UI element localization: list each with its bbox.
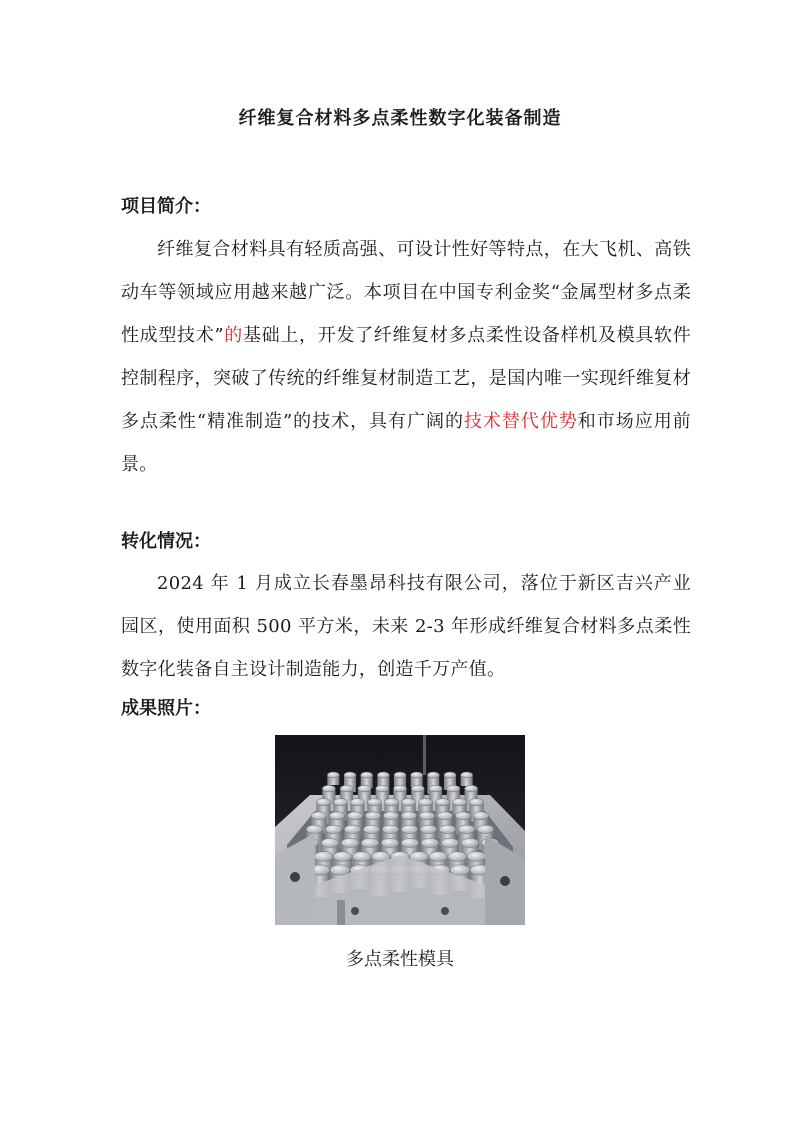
mold-pin-top [429, 852, 448, 862]
mold-pin-top [361, 838, 379, 847]
mold-pin-top [450, 865, 470, 875]
mold-pin-top [365, 812, 380, 820]
mold-pin-top [444, 772, 456, 778]
mold-photo [275, 735, 525, 925]
mold-pin-top [329, 812, 344, 820]
mold-pin-top [314, 852, 333, 862]
document-title: 纤维复合材料多点柔性数字化装备制造 [238, 108, 562, 129]
mold-pin-top [411, 772, 423, 778]
mold-pin-top [461, 838, 479, 847]
mold-pin-top [435, 799, 449, 806]
mold-pin-top [420, 825, 437, 834]
mold-pin-top [327, 772, 339, 778]
intro-text-part-2: 基础上，开发了纤维复材多点柔性设备样机及模具软件控制程序，突破了传统的纤维复材制造工艺，是国内唯一实现纤维复材多点柔性“精准制造”的技术，具有广阔的 [121, 325, 691, 432]
mold-pin-top [401, 825, 418, 834]
mold-pin-top [358, 785, 371, 792]
mold-pin-top [316, 799, 330, 806]
mold-pin-top [382, 825, 399, 834]
intro-paragraph [121, 228, 691, 486]
mold-pin-top [347, 812, 362, 820]
intro-text-part-1: 纤维复合材料具有轻质高强、可设计性好等特点，在大飞机、高铁动车等领域应用越来越广泛。本项目在中国专利金奖“金属型材多点柔性成型技术” [121, 239, 691, 346]
mold-pin-top [394, 772, 406, 778]
mold-pin-top [427, 772, 439, 778]
mold-pin-top [377, 772, 389, 778]
mold-pin-top [384, 799, 398, 806]
transform-paragraph [121, 562, 691, 691]
mold-pin-top [321, 838, 339, 847]
mold-pin-top [467, 852, 486, 862]
mold-pin-top [350, 799, 364, 806]
intro-highlight-1: 的 [223, 325, 243, 346]
mold-pin-top [469, 799, 483, 806]
mold-pin-top [381, 838, 399, 847]
mold-pin-top [455, 812, 470, 820]
mold-pin-top [452, 799, 466, 806]
mold-pin-top [333, 852, 352, 862]
mold-pin-top [418, 799, 432, 806]
intro-heading: 项目简介： [121, 196, 211, 217]
mold-pin-top [437, 812, 452, 820]
mold-pin-top [458, 825, 475, 834]
mold-pin-top [429, 785, 442, 792]
mold-pin-top [401, 799, 415, 806]
mold-pin-top [340, 785, 353, 792]
mold-pin-top [383, 812, 398, 820]
multipoint-mold-image [275, 735, 525, 925]
mold-pin-top [477, 825, 494, 834]
mold-pin-top [306, 825, 323, 834]
mold-pin-top [363, 825, 380, 834]
mold-pin-top [447, 785, 460, 792]
transform-heading: 转化情况： [121, 531, 211, 552]
mold-pin-top [448, 852, 467, 862]
mold-pin-top [352, 852, 371, 862]
mold-pin-top [376, 785, 389, 792]
mold-pin-top [311, 812, 326, 820]
intro-highlight-2: 技术替代优势 [463, 411, 578, 432]
mold-pin-top [441, 838, 459, 847]
mold-pin-top [330, 865, 350, 875]
results-heading: 成果照片： [121, 698, 211, 719]
mold-pin-top [465, 785, 478, 792]
mold-pin-top [439, 825, 456, 834]
intro-text-part-3: 和市场应用前景。 [121, 411, 691, 475]
mold-pin-top [411, 785, 424, 792]
mold-pin-top [344, 825, 361, 834]
mold-pin-top [401, 838, 419, 847]
mold-pin-top [419, 812, 434, 820]
mold-pin-top [344, 772, 356, 778]
mold-pin-top [473, 812, 488, 820]
mold-pin-top [367, 799, 381, 806]
mold-pin-top [325, 825, 342, 834]
mold-pin-top [322, 785, 335, 792]
photo-caption: 多点柔性模具 [346, 949, 454, 970]
mold-pin-top [461, 772, 473, 778]
mold-pin-top [361, 772, 373, 778]
mold-pin-top [401, 812, 416, 820]
mold-pin-top [421, 838, 439, 847]
mold-pin-top [341, 838, 359, 847]
mold-pin-top [333, 799, 347, 806]
transform-text: 2024 年 1 月成立长春墨昂科技有限公司，落位于新区吉兴产业园区，使用面积 500 平方米，未来 2-3 年形成纤维复合材料多点柔性数字化装备自主设计制造能力，创造千万产值。 [121, 573, 691, 680]
mold-pin-top [393, 785, 406, 792]
